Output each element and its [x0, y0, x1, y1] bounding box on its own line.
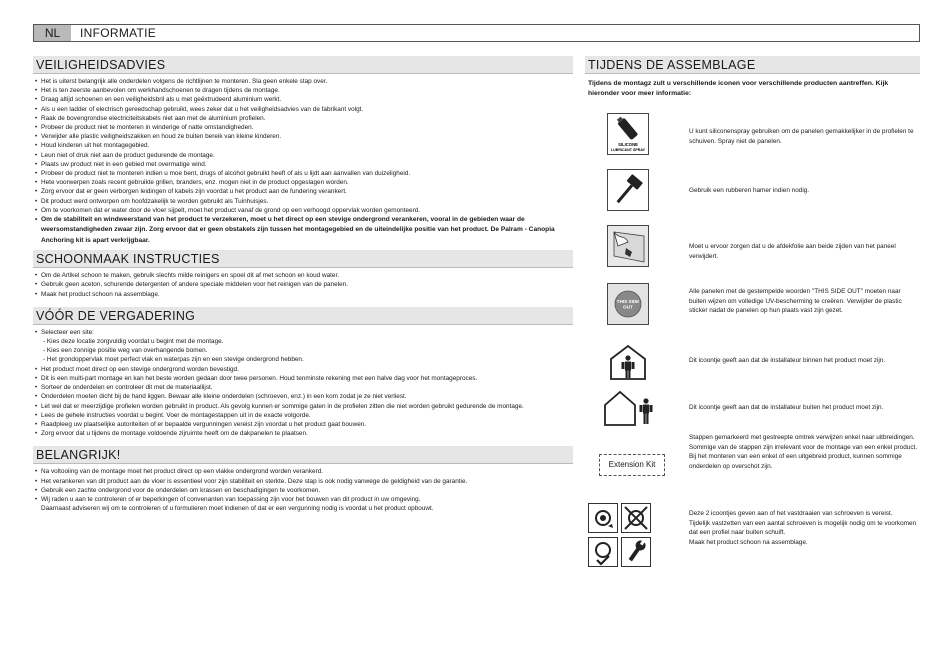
anchoring-warning: • Om de stabiliteit en windweerstand van het product te verzekeren, moet u het direct op een stevige ondergrond verankeren, vooral in de gebieden waar de weersomstandigheden zwaar zijn. Zorg ervoor dat er geen obstakels zijn tussen het montagegebied en de uiteindelijke positie van het product. De Palram - Canopia Anchoring kit is apart verkrijgbaar.: [34, 215, 573, 246]
screw-line: Maak het product schoon na assemblage.: [689, 538, 808, 546]
list-item: • Dit is een multi-part montage en kan het beste worden gedaan door twee personen. Houd tenminste rekening met een halve dag voor het montageproces.: [34, 374, 573, 383]
section-title-veiligheid: VEILIGHEIDSADVIES: [33, 56, 573, 74]
spray-label-line2: LUBRICANT SPRAY: [610, 148, 646, 152]
ext-line: Stappen gemarkeerd met gestreepte omtrek verwijzen enkel naar uitbreidingen.: [689, 434, 915, 441]
list-subitem: - Kies een zonnige positie weg van overhangende bomen.: [43, 347, 208, 355]
list-item: • Plaats uw product niet in een gebied met overmatige wind.: [34, 160, 573, 169]
inside-description: Dit icoontje geeft aan dat de installateur binnen het product moet zijn.: [689, 357, 886, 364]
sticker-line2: OUT: [623, 304, 633, 310]
assemblage-intro: Tijdens de montagz zult u verschillende iconen voor verschillende producten aantreffen. Kijk hieronder voor meer informatie:: [588, 80, 889, 97]
sticker-line1: THIS SIDE: [616, 299, 640, 304]
list-item: • Onderdelen moeten dicht bij de hand liggen. Bewaar alle kleine onderdelen (schroeven, enz.) in een kom zodat je ze niet verliest.: [34, 392, 573, 401]
vergadering-list: [33, 328, 573, 438]
bolt-check-icon: [588, 537, 618, 567]
list-item: • Dit product werd ontworpen om hoofdzakelijk te worden gebruikt als Tuinhuisjes.: [34, 197, 573, 206]
list-item: • Raak de bovengrondse electriciteitskabels niet aan met de aluminium profielen.: [34, 114, 573, 123]
spray-label-line1: SILICONE: [618, 142, 638, 147]
section-title-schoonmaak: SCHOONMAAK INSTRUCTIES: [33, 250, 573, 268]
list-item: • Verwijder alle plastic veiligheidszakken en houd ze buiten bereik van kleine kinderen.: [34, 132, 573, 141]
ext-line: Bij het monteren van een enkel of een uitgebreid product, kunnen sommige onderdelen op overschot zijn.: [689, 453, 902, 470]
list-item: • Sorteer de onderdelen en controleer dit met de materiaallijst.: [34, 383, 573, 392]
installer-outside-icon: [601, 389, 657, 427]
list-item: • Probeer de product niet te monteren indien u moe bent, drugs of alcohol gebruikt heeft of als u lijdt aan aanvallen van duizeligheid.: [34, 169, 573, 178]
this-side-out-icon: [607, 283, 649, 325]
belangrijk-list: [33, 467, 573, 513]
veiligheid-list: [33, 77, 573, 246]
list-item: • Leun niet of druk niet aan de product gedurende de montage.: [34, 151, 573, 160]
extension-description: [689, 433, 919, 471]
header-bar: [33, 24, 920, 42]
list-item: • Het product moet direct op een stevige ondergrond worden bevestigd.: [34, 365, 573, 374]
list-item: • Raadpleeg uw plaatselijke autoriteiten of er bepaalde vergunningen vereist zijn voordat u het product gaat bouwen.: [34, 420, 573, 429]
film-description: Moet u ervoor zorgen dat u de afdekfolie aan beide zijden van het paneel verwijdert.: [689, 243, 896, 260]
list-item: • Selecteer een site:: [34, 328, 573, 337]
list-subitem: - Kies deze locatie zorgvuldig voordat u begint met de montage.: [43, 338, 224, 346]
ext-line: Sommige van de stappen zijn irrelevant voor de montage van een enkel product.: [689, 443, 918, 451]
section-title-vergadering: VÓÓR DE VERGADERING: [33, 307, 573, 325]
installer-inside-icon: [607, 343, 649, 381]
list-item: • Lees de gehele instructies voordat u begint. Voer de montagestappen uit in de exacte volgorde.: [34, 411, 573, 420]
hammer-description: Gebruik een rubberen hamer indien nodig.: [689, 187, 810, 194]
screw-icons: [585, 503, 645, 573]
extension-kit-badge: Extension Kit: [599, 454, 665, 476]
rubber-hammer-icon: [607, 169, 649, 211]
protective-film-icon: [607, 225, 649, 267]
list-item: • Het is ten zeerste aanbevolen om werkhandschoenen te dragen tijdens de montage.: [34, 86, 573, 95]
list-item: • Houd kinderen uit het montagegebied.: [34, 141, 573, 150]
list-item: • Het is uiterst belangrijk alle onderdelen volgens de richtlijnen te monteren. Sla geen enkele stap over.: [34, 77, 573, 86]
spray-description: U kunt siliconenspray gebruiken om de panelen gemakkelijker in de profielen te schuiven. Spray niet de panelen.: [689, 128, 914, 145]
list-item: • Als u een ladder of electrisch gereedschap gebruikt, wees zeker dat u het veiligheidsadvies van de fabrikant volgt.: [34, 105, 573, 114]
list-item: • Gebruik geen aceton, schurende detergenten of andere speciale middelen voor het reinigen van de panelen.: [34, 280, 573, 289]
list-item: • Zorg ervoor dat er geen verborgen leidingen of kabels zijn voordat u het product aan de fundering verankert.: [34, 187, 573, 196]
wrench-icon: [621, 537, 651, 567]
screw-line: Deze 2 icoontjes geven aan of het vastdraaien van schroeven is vereist.: [689, 510, 893, 517]
outside-description: Dit icoontje geeft aan dat de installateur buiten het product moet zijn.: [689, 404, 884, 411]
right-column: [585, 56, 920, 546]
list-subitem: - Het grondoppervlak moet perfect vlak en waterpas zijn en een stevige ondergrond hebben.: [43, 356, 304, 364]
section-title-belangrijk: BELANGRIJK!: [33, 446, 573, 464]
screw-description: [689, 509, 919, 547]
silicone-spray-icon: [607, 113, 649, 155]
list-item: • Hete voorwerpen zoals recent gebruikte grillen, branders, enz. mogen niet in de product opgeslagen worden.: [34, 178, 573, 187]
list-item: • Probeer de product niet te monteren in winderige of natte omstandigheden.: [34, 123, 573, 132]
section-title-assemblage: TIJDENS DE ASSEMBLAGE: [585, 56, 920, 74]
schoonmaak-list: [33, 271, 573, 299]
list-item: • Na voltooiing van de montage moet het product direct op een vlakke ondergrond worden verankerd.: [34, 467, 573, 476]
screw-line: Tijdelijk vastzetten van een aantal schroeven is mogelijk nodig om te voorkomen dat een profiel naar buiten schuift.: [689, 519, 917, 537]
list-item: • Om de Artikel schoon te maken, gebruik slechts milde reinigers en spoel dit af met schoon en koud water.: [34, 271, 573, 280]
language-badge: NL: [34, 25, 71, 41]
screw-loose-icon: [621, 503, 651, 533]
list-item: • Wij raden u aan te controleren of er beperkingen of convenanten van toepassing zijn voor het bouwen van dit product in uw omgeving.: [34, 495, 573, 504]
list-item: • Maak het product schoon na assemblage.: [34, 290, 573, 299]
list-item: • Het verankeren van dit product aan de vloer is essentieel voor zijn stabiliteit en sterkte. Deze stap is ook nodig vanwege de geldigheid van de garantie.: [34, 477, 573, 486]
list-item: • Let wel dat er meerzijdige profielen worden gebruikt in product. Als gevolg kunnen er sommige gaten in de profielen zitten die niet worden gebruikt gedurende de montage.: [34, 402, 573, 411]
list-item: • Om te voorkomen dat er water door de vloer sijpelt, moet het product vanaf de grond op een verhoogd oppervlak worden gemonteerd.: [34, 206, 573, 215]
screw-tighten-icon: [588, 503, 618, 533]
page-title: INFORMATIE: [80, 26, 157, 40]
left-column: [33, 56, 573, 517]
list-item: • Gebruik een zachte ondergrond voor de onderdelen om krassen en beschadigingen te voorkomen.: [34, 486, 573, 495]
list-item: • Zorg ervoor dat u tijdens de montage voldoende zijruimte heeft om de dakpanelen te plaatsen.: [34, 429, 573, 438]
sticker-description: Alle panelen met de gestempelde woorden "THIS SIDE OUT" moeten naar buiten wijzen om volledige UV-bescherming te creëren. Verwijder de plastic sticker nadat de panelen op hun plaats vast zijn gezet.: [689, 288, 902, 315]
list-subitem: Daarnaast adviseren wij om te controleren of u formulieren moet indienen of dat er een vergunning nodig is voordat u het product opbouwt.: [41, 505, 434, 513]
list-item: • Draag altijd schoenen en een veiligheidsbril als u met geëxtrudeerd aluminium werkt.: [34, 95, 573, 104]
